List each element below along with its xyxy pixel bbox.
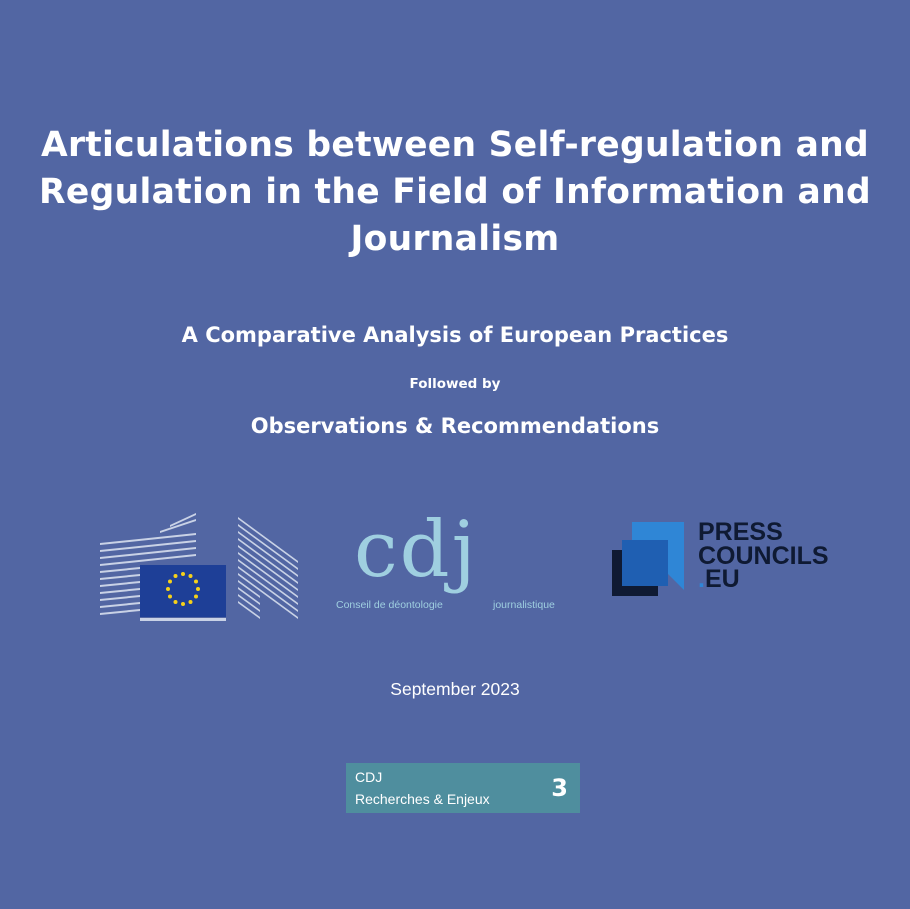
european-commission-logo-icon: [100, 513, 300, 621]
report-title: [0, 122, 910, 263]
followed-by-label: Followed by: [409, 376, 501, 392]
press-councils-eu-logo: [610, 520, 850, 610]
series-badge-number: 3: [551, 774, 568, 802]
press-councils-wordmark: [698, 518, 829, 593]
cdj-tagline-right: journalistique: [493, 599, 555, 611]
press-councils-line3: [698, 565, 829, 593]
cdj-tagline-left: Conseil de déontologie: [336, 599, 443, 611]
report-subtitle: A Comparative Analysis of European Practices: [181, 323, 729, 347]
publication-date: September 2023: [390, 679, 520, 699]
cdj-logo-letters: cdj: [354, 505, 478, 595]
cdj-logo: [330, 505, 570, 622]
series-badge: [346, 763, 580, 813]
press-councils-line2: COUNCILS: [698, 541, 829, 570]
observations-heading: Observations & Recommendations: [250, 414, 660, 438]
series-badge-line2: Recherches & Enjeux: [355, 791, 490, 807]
press-councils-line1: PRESS: [698, 518, 783, 546]
title-line-2: Regulation in the Field of Information and: [39, 172, 871, 212]
press-councils-eu: EU: [704, 565, 740, 593]
press-councils-dot: .: [698, 565, 705, 593]
title-line-1: Articulations between Self-regulation and: [40, 125, 870, 165]
title-line-3: Journalism: [350, 219, 560, 259]
series-badge-line1: CDJ: [355, 769, 383, 785]
press-councils-squares-icon: [610, 520, 690, 600]
partner-logos: [0, 505, 910, 625]
